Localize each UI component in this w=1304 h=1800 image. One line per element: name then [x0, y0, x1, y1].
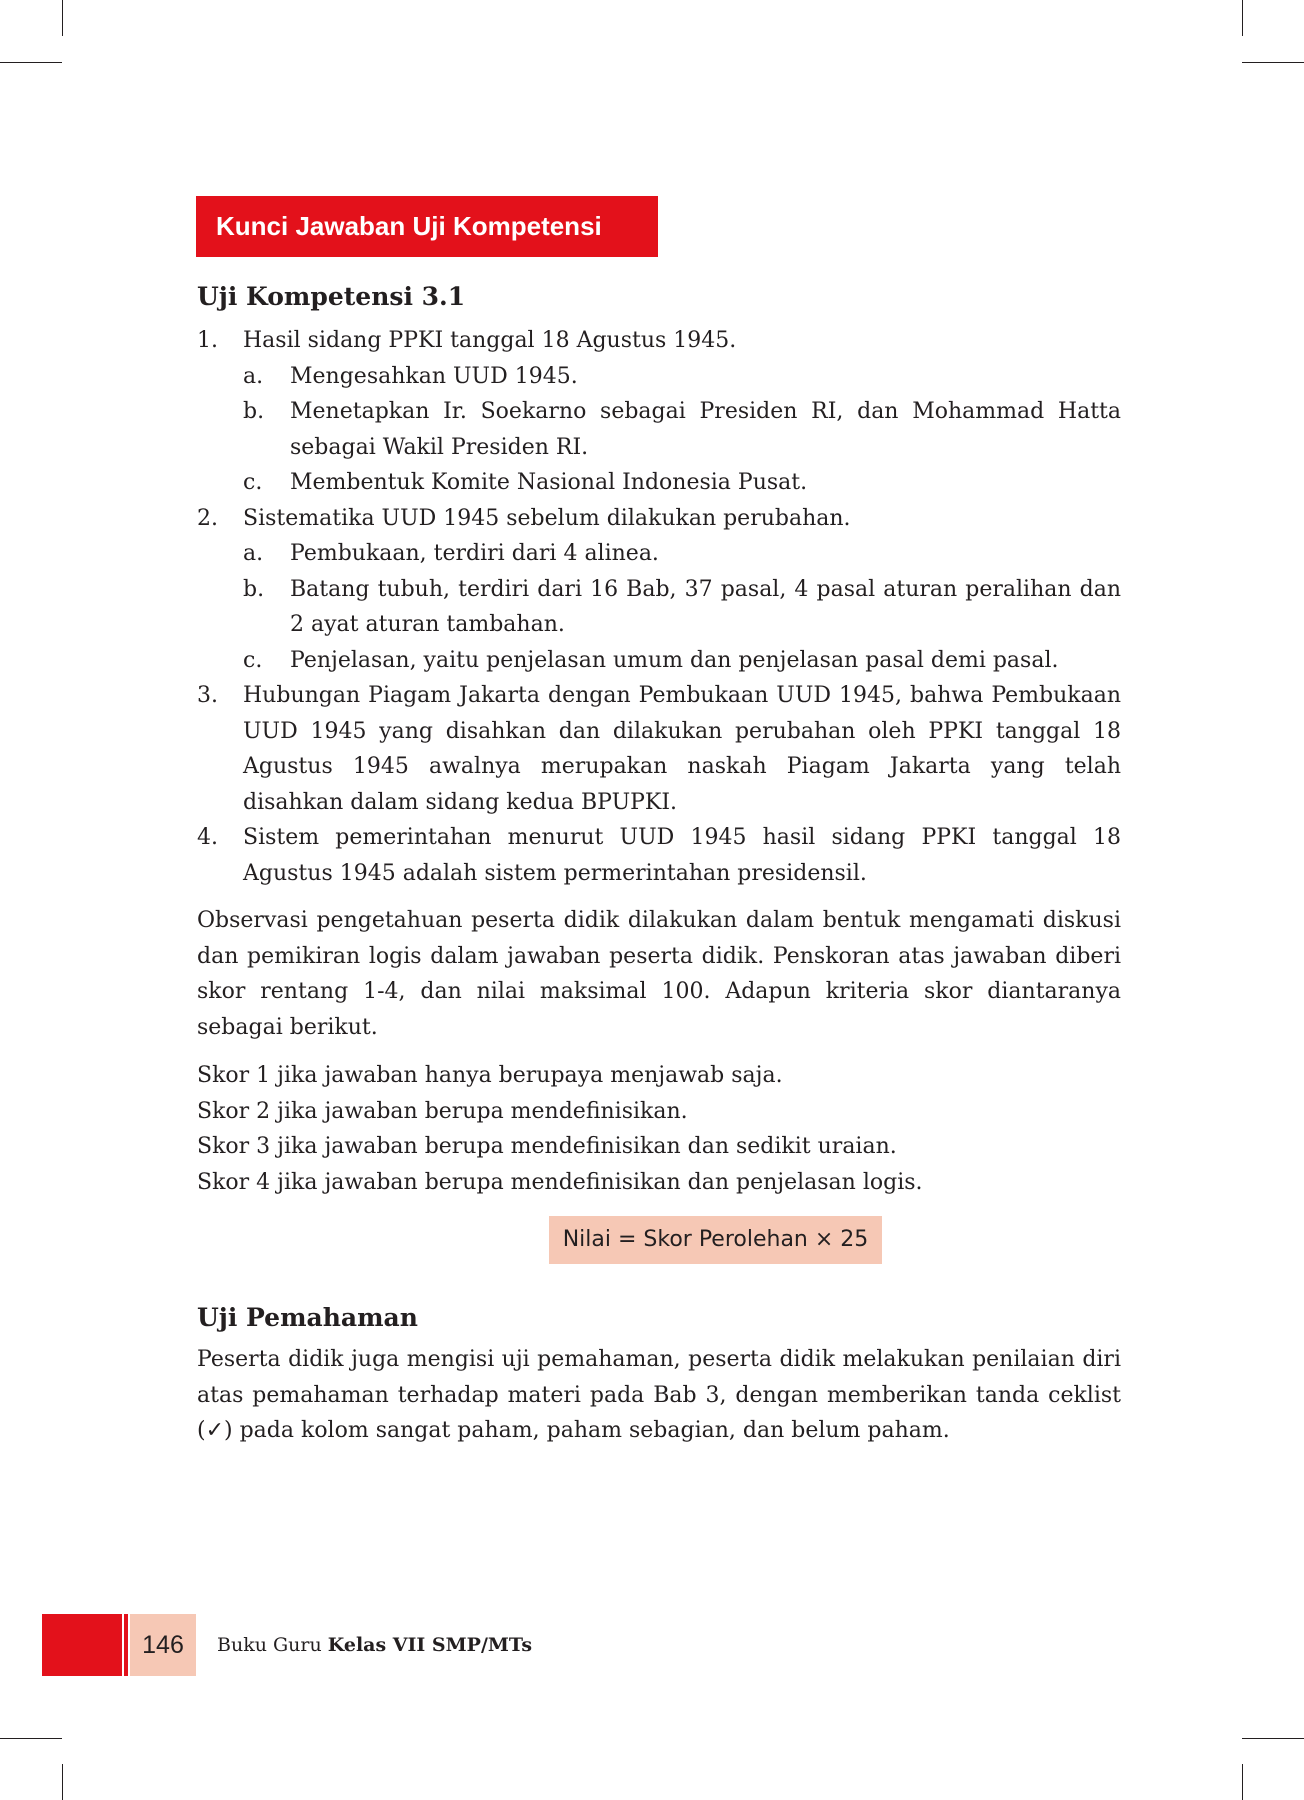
sub-letter: a. — [243, 363, 264, 389]
sub-item — [243, 359, 1121, 395]
crop-mark — [0, 1738, 62, 1739]
section-title: Uji Kompetensi 3.1 — [197, 282, 466, 311]
section-title-pemahaman: Uji Pemahaman — [197, 1303, 418, 1332]
answer-item — [197, 678, 1121, 820]
sub-letter: c. — [243, 470, 263, 495]
sub-letter: a. — [243, 541, 264, 566]
crop-mark — [0, 62, 62, 63]
pemahaman-paragraph: Peserta didik juga mengisi uji pemahaman, peserta didik melakukan penilaian diri atas pemahaman terhadap materi pada Bab 3, dengan memberikan tanda ceklist (✓) pada kolom sangat paham, paham sebagian, dan belum paham. — [197, 1347, 1121, 1443]
sub-item — [243, 394, 1121, 465]
answer-list — [197, 323, 1121, 891]
crop-mark — [62, 0, 63, 36]
score-line: Skor 4 jika jawaban berupa mendefinisikan dan penjelasan logis. — [197, 1169, 923, 1195]
crop-mark — [1242, 1764, 1243, 1800]
item-number: 1. — [197, 328, 218, 353]
sub-item — [243, 465, 1121, 501]
sub-letter: b. — [243, 576, 265, 602]
score-line: Skor 1 jika jawaban hanya berupaya menjawab saja. — [197, 1063, 783, 1088]
score-formula: Nilai = Skor Perolehan × 25 — [549, 1216, 883, 1264]
sub-item — [243, 643, 1121, 679]
item-text: Sistem pemerintahan menurut UUD 1945 hasil sidang PPKI tanggal 18 Agustus 1945 adalah sistem permerintahan presidensil. — [243, 825, 1121, 886]
score-line: Skor 2 jika jawaban berupa mendefinisikan. — [197, 1098, 688, 1124]
page-number: 146 — [130, 1614, 196, 1676]
answer-item — [197, 323, 1121, 501]
observation-paragraph: Observasi pengetahuan peserta didik dilakukan dalam bentuk mengamati diskusi dan pemikiran logis dalam jawaban peserta didik. Penskoran atas jawaban diberi skor rentang 1-4, dan nilai maksimal 100. Adapun kriteria skor diantaranya sebagai berikut. — [197, 908, 1121, 1040]
footer-book-title — [217, 1630, 532, 1660]
crop-mark — [62, 1764, 63, 1800]
sub-text: Membentuk Komite Nasional Indonesia Pusat. — [290, 470, 808, 495]
footer-book-class: Kelas VII SMP/MTs — [327, 1634, 533, 1656]
section-banner: Kunci Jawaban Uji Kompetensi — [196, 196, 658, 257]
formula-container — [197, 1216, 1121, 1264]
page-content — [197, 274, 1121, 1462]
crop-mark — [1242, 62, 1304, 63]
item-number: 4. — [197, 825, 218, 850]
answer-item — [197, 820, 1121, 891]
footer-book-prefix: Buku Guru — [217, 1634, 328, 1656]
sub-item — [243, 536, 1121, 572]
sub-text: Menetapkan Ir. Soekarno sebagai Presiden RI, dan Mohammad Hatta sebagai Wakil Presiden RI. — [290, 399, 1121, 460]
sub-list — [243, 359, 1121, 501]
sub-text: Batang tubuh, terdiri dari 16 Bab, 37 pasal, 4 pasal aturan peralihan dan 2 ayat aturan tambahan. — [290, 576, 1121, 637]
crop-mark — [1242, 1738, 1304, 1739]
item-number: 3. — [197, 683, 218, 708]
sub-letter: b. — [243, 399, 265, 424]
answer-item — [197, 501, 1121, 679]
footer-stripe — [124, 1614, 128, 1676]
item-number: 2. — [197, 505, 218, 531]
sub-text: Pembukaan, terdiri dari 4 alinea. — [290, 541, 659, 566]
item-text: Hasil sidang PPKI tanggal 18 Agustus 1945. — [243, 328, 737, 353]
crop-mark — [1242, 0, 1243, 36]
sub-item — [243, 572, 1121, 643]
score-line: Skor 3 jika jawaban berupa mendefinisikan dan sedikit uraian. — [197, 1134, 897, 1159]
item-text: Hubungan Piagam Jakarta dengan Pembukaan UUD 1945, bahwa Pembukaan UUD 1945 yang disahkan dan dilakukan perubahan oleh PPKI tanggal 18 Agustus 1945 awalnya merupakan naskah Piagam Jakarta yang telah disahkan dalam sidang kedua BPUPKI. — [243, 683, 1121, 815]
footer-red-block — [42, 1614, 122, 1676]
score-criteria — [197, 1058, 1121, 1200]
sub-text: Penjelasan, yaitu penjelasan umum dan penjelasan pasal demi pasal. — [290, 647, 1059, 673]
sub-text: Mengesahkan UUD 1945. — [290, 363, 578, 389]
sub-list — [243, 536, 1121, 678]
sub-letter: c. — [243, 647, 263, 673]
item-text: Sistematika UUD 1945 sebelum dilakukan perubahan. — [243, 505, 851, 531]
